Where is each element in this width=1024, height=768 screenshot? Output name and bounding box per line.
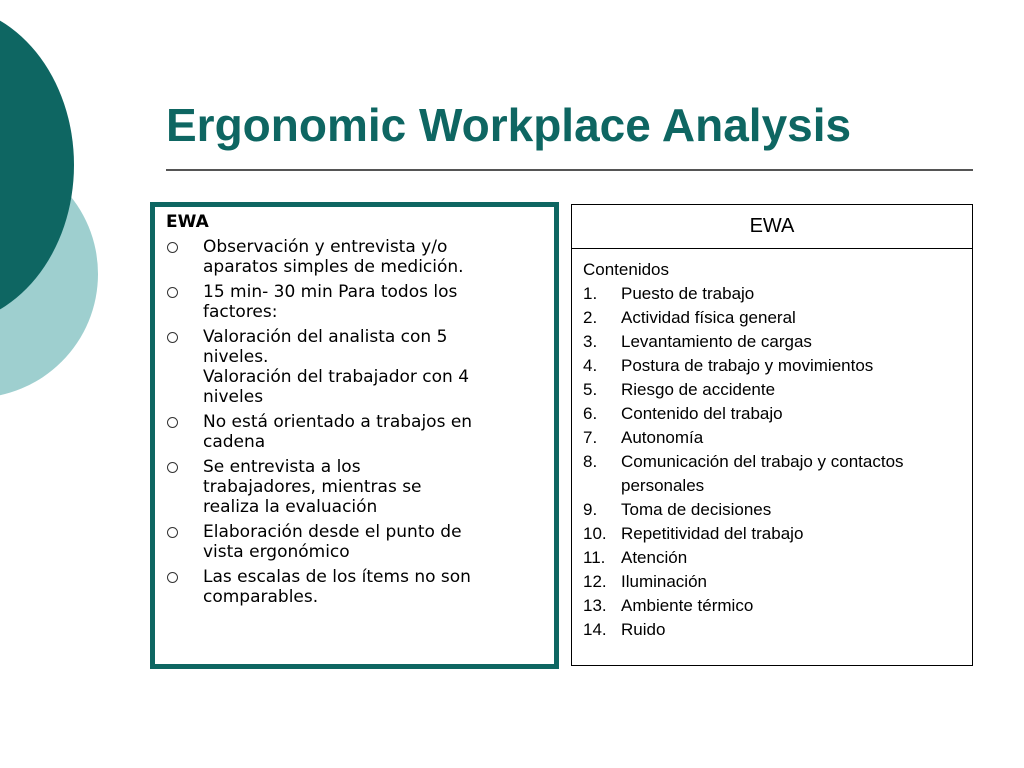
contents-item-text: Repetitividad del trabajo (621, 524, 804, 543)
bullet-item (166, 237, 548, 277)
bullet-circle-icon (167, 242, 178, 253)
contents-item-text: Toma de decisiones (621, 500, 772, 519)
bullet-text-line: 15 min- 30 min Para todos los (203, 282, 458, 302)
contents-item (583, 450, 972, 498)
bullet-text-line: Las escalas de los ítems no son (203, 567, 471, 587)
contents-item (583, 378, 972, 402)
contents-item-text: Puesto de trabajo (621, 284, 755, 303)
bullet-circle-icon (167, 417, 178, 428)
bullet-text-line: factores: (203, 302, 278, 322)
contents-item (583, 306, 972, 330)
contents-item-number: 13. (583, 596, 607, 615)
bullet-item (166, 522, 548, 562)
contents-item-number: 11. (583, 548, 606, 567)
contents-item (583, 402, 972, 426)
contents-item-text: Ambiente térmico (621, 596, 754, 615)
bullet-text-line: Valoración del trabajador con 4 (203, 367, 470, 387)
contents-item-number: 1. (583, 284, 598, 303)
bullet-text-line: Elaboración desde el punto de (203, 522, 462, 542)
bullet-circle-icon (167, 527, 178, 538)
contents-item-number: 5. (583, 380, 598, 399)
contents-item-text: Contenido del trabajo (621, 404, 783, 423)
bullet-item (166, 567, 548, 607)
contents-item-text: Riesgo de accidente (621, 380, 776, 399)
contents-item-number: 12. (583, 572, 607, 591)
bullet-circle-icon (167, 287, 178, 298)
bullet-text-line: No está orientado a trabajos en (203, 412, 473, 432)
bullet-text-line: cadena (203, 432, 266, 452)
bullet-circle-icon (167, 462, 178, 473)
bullet-text-line: realiza la evaluación (203, 497, 378, 517)
table-body (572, 249, 972, 642)
bullet-circle-icon (167, 332, 178, 343)
contents-item (583, 522, 972, 546)
bullet-item (166, 457, 548, 517)
contents-item-number: 10. (583, 524, 607, 543)
bullet-item (166, 282, 548, 322)
contents-item-number: 6. (583, 404, 598, 423)
contents-item-text: Levantamiento de cargas (621, 332, 812, 351)
contents-item-text: Postura de trabajo y movimientos (621, 356, 874, 375)
contents-item-text: Autonomía (621, 428, 704, 447)
bullet-circle-icon (167, 572, 178, 583)
contents-item (583, 498, 972, 522)
contents-numbered-list (583, 282, 972, 642)
bullet-item (166, 327, 548, 407)
contents-label: Contenidos (583, 260, 670, 279)
contents-item (583, 426, 972, 450)
contents-item-number: 14. (583, 620, 607, 639)
contents-item-text: Atención (621, 548, 688, 567)
title-divider (166, 169, 973, 171)
ewa-bullet-list (166, 237, 548, 612)
bullet-text-line: Observación y entrevista y/o (203, 237, 448, 257)
contents-item-number: 8. (583, 452, 598, 471)
contents-item (583, 618, 972, 642)
bullet-text-line: Se entrevista a los (203, 457, 361, 477)
contents-item-number: 9. (583, 500, 598, 519)
ewa-summary-box (150, 202, 559, 669)
slide-title: Ergonomic Workplace Analysis (166, 99, 852, 151)
contents-item-number: 3. (583, 332, 598, 351)
contents-item-number: 7. (583, 428, 598, 447)
contents-item (583, 330, 972, 354)
bullet-text-line: niveles (203, 387, 264, 407)
contents-item (583, 354, 972, 378)
contents-item-text: Actividad física general (621, 308, 796, 327)
bullet-item (166, 412, 548, 452)
contents-item (583, 594, 972, 618)
bullet-text-line: vista ergonómico (203, 542, 350, 562)
table-header: EWA (572, 205, 972, 249)
bullet-text-line: comparables. (203, 587, 319, 607)
contents-item-text: Comunicación del trabajo y contactos personales (621, 452, 904, 495)
contents-item-number: 2. (583, 308, 598, 327)
bullet-text-line: niveles. (203, 347, 269, 367)
bullet-text-line: Valoración del analista con 5 (203, 327, 448, 347)
ewa-summary-heading: EWA (166, 212, 209, 232)
contents-item-text: Ruido (621, 620, 666, 639)
bullet-text-line: aparatos simples de medición. (203, 257, 464, 277)
contents-item (583, 570, 972, 594)
contents-item (583, 546, 972, 570)
contents-item (583, 282, 972, 306)
bullet-text-line: trabajadores, mientras se (203, 477, 422, 497)
contents-item-number: 4. (583, 356, 598, 375)
contents-item-text: Iluminación (621, 572, 707, 591)
ewa-contents-table (571, 204, 973, 666)
